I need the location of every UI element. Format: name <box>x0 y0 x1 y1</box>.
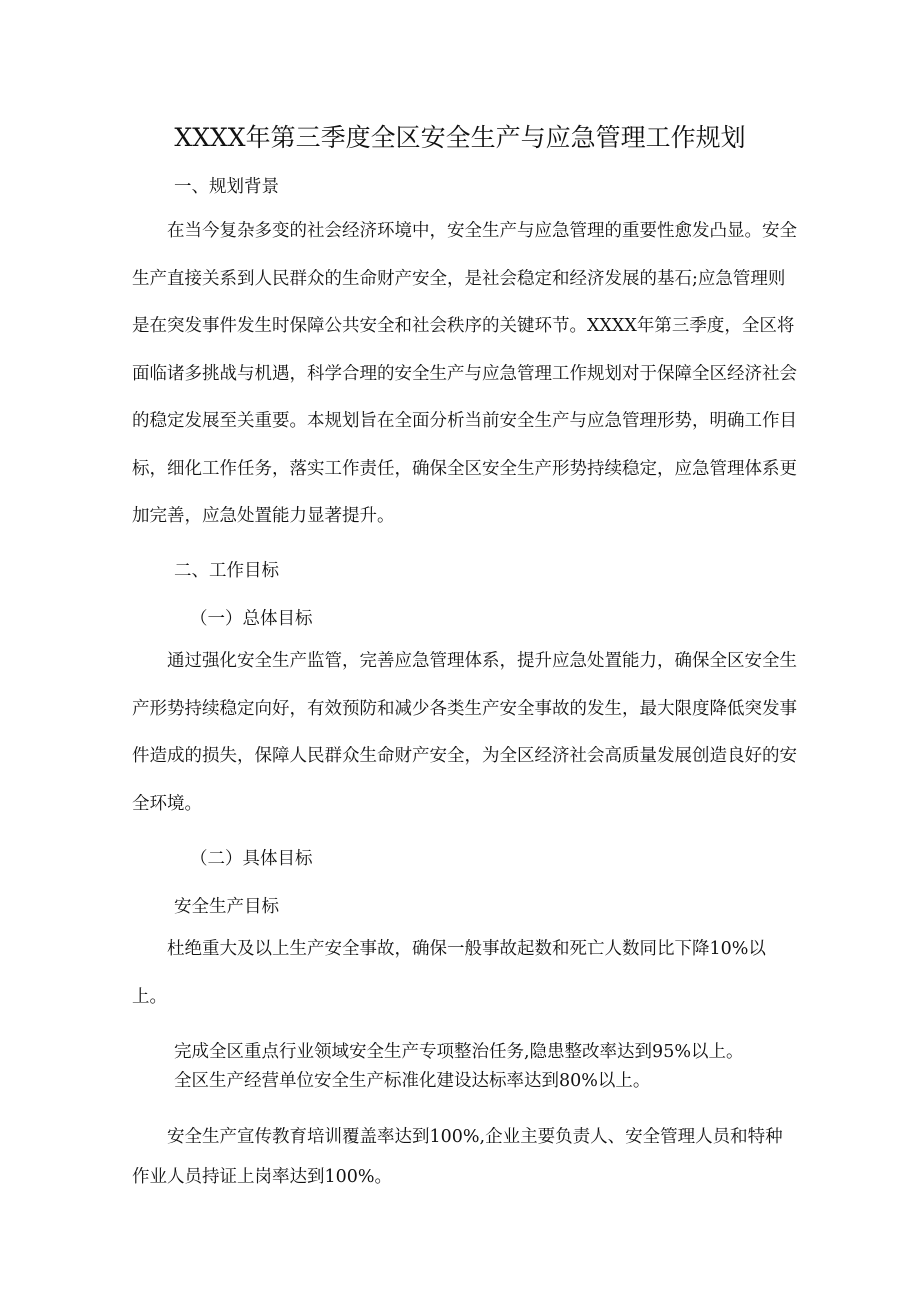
document-title: XXXX年第三季度全区安全生产与应急管理工作规划 <box>174 123 746 152</box>
section-heading-background: 一、规划背景 <box>174 177 279 197</box>
goal-item: 完成全区重点行业领域安全生产专项整治任务,隐患整改率达到95%以上。 <box>174 1042 744 1062</box>
overall-goals-paragraph: 通过强化安全生产监管，完善应急管理体系，提升应急处置能力，确保全区安全生产形势持续稳定向好，有效预防和减少各类生产安全事故的发生，最大限度降低突发事件造成的损失，保障人民群众生命财产安全，为全区经济社会高质量发展创造良好的安全环境。 <box>132 651 797 814</box>
goal-item: 安全生产宣传教育培训覆盖率达到100%,企业主要负责人、安全管理人员和特种作业人员持证上岗率达到100%。 <box>132 1127 783 1187</box>
background-paragraph: 在当今复杂多变的社会经济环境中，安全生产与应急管理的重要性愈发凸显。安全生产直接关系到人民群众的生命财产安全，是社会稳定和经济发展的基石;应急管理则是在突发事件发生时保障公共安全和社会秩序的关键环节。XXXX年第三季度，全区将面临诸多挑战与机遇，科学合理的安全生产与应急管理工作规划对于保障全区经济社会的稳定发展至关重要。本规划旨在全面分析当前安全生产与应急管理形势，明确工作目标，细化工作任务，落实工作责任，确保全区安全生产形势持续稳定，应急管理体系更加完善，应急处置能力显著提升。 <box>132 221 797 526</box>
goal-item: 全区生产经营单位安全生产标准化建设达标率达到80%以上。 <box>174 1071 651 1091</box>
safety-goals-label: 安全生产目标 <box>174 897 279 917</box>
goal-item: 杜绝重大及以上生产安全事故，确保一般事故起数和死亡人数同比下降10%以上。 <box>132 939 766 1007</box>
subheading-overall-goals: （一）总体目标 <box>190 609 313 629</box>
section-heading-goals: 二、工作目标 <box>174 561 279 581</box>
subheading-specific-goals: （二）具体目标 <box>190 849 313 869</box>
